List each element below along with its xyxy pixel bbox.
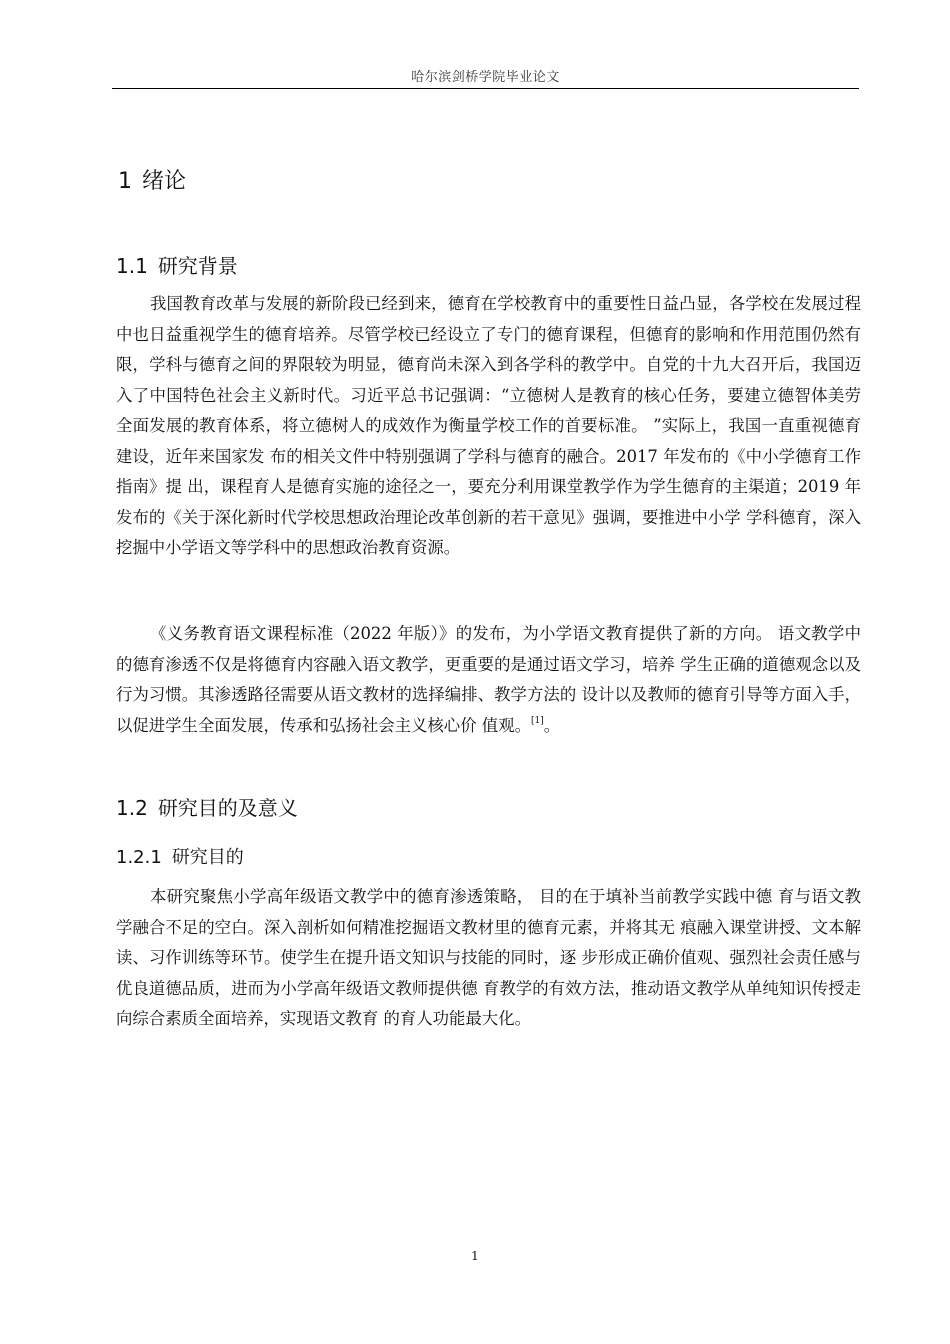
section-1-1-title: 研究背景 xyxy=(157,254,238,278)
background-paragraph-1: 我国教育改革与发展的新阶段已经到来，德育在学校教育中的重要性日益凸显，各学校在发展过程中也日益重视学生的德育培养。尽管学校已经设立了专门的德育课程，但德育的影响和作用范围仍然有限，学科与德育之间的界限较为明显，德育尚未深入到各学科的教学中。自党的十九大召开后，我国迈入了中国特色社会主义新时代。习近平总书记强调：“立德树人是教育的核心任务，要建立德智体美劳全面发展的教育体系，将立德树人的成效作为衡量学校工作的首要标准。 ”实际上，我国一直重视德育建设，近年来国家发 布的相关文件中特别强调了学科与德育的融合。2017 年发布的《中小学德育工作指南》提 出，课程育人是德育实施的途径之一，要充分利用课堂教学作为学生德育的主渠道；2019 年发布的《关于深化新时代学校思想政治理论改革创新的若干意见》强调，要推进中小学 学科德育，深入挖掘中小学语文等学科中的思想政治教育资源。 xyxy=(116,294,861,557)
section-1-2-number: 1.2 xyxy=(116,796,148,820)
section-1-2-title: 研究目的及意义 xyxy=(157,796,298,820)
chapter-title: 绪论 xyxy=(142,169,187,194)
background-paragraph-2-end: 。 xyxy=(543,715,561,735)
section-1-2-1-title: 研究目的 xyxy=(171,847,244,868)
section-1-1-heading xyxy=(116,250,238,279)
page-number: 1 xyxy=(471,1249,479,1263)
citation-ref[interactable]: [1] xyxy=(530,715,544,726)
section-1-1-number: 1.1 xyxy=(116,254,148,278)
chapter-number: 1 xyxy=(118,169,132,194)
header-rule xyxy=(112,88,859,89)
section-1-2-1-heading xyxy=(116,843,244,869)
background-paragraph-2-text: 《义务教育语文课程标准（2022 年版）》的发布，为小学语文教育提供了新的方向。 语文教学中的德育渗透不仅是将德育内容融入语文教学，更重要的是通过语文学习，培养 学生正确的道德观念以及行为习惯。其渗透路径需要从语文教材的选择编排、教学方法的 设计以及教师的德育引导等方面入手，以促进学生全面发展，传承和弘扬社会主义核心价 值观。 xyxy=(116,624,861,735)
page-header: 哈尔滨剑桥学院毕业论文 xyxy=(411,70,560,85)
chapter-heading xyxy=(118,164,186,195)
purpose-paragraph: 本研究聚焦小学高年级语文教学中的德育渗透策略， 目的在于填补当前教学实践中德 育与语文教学融合不足的空白。深入剖析如何精准挖掘语文教材里的德育元素，并将其无 痕融入课堂讲授、文本解读、习作训练等环节。使学生在提升语文知识与技能的同时，逐 步形成正确价值观、强烈社会责任感与优良道德品质，进而为小学高年级语文教师提供德 育教学的有效方法，推动语文教学从单纯知识传授走向综合素质全面培养，实现语文教育 的育人功能最大化。 xyxy=(116,887,861,1028)
section-1-2-heading xyxy=(116,792,298,821)
section-1-2-1-number: 1.2.1 xyxy=(116,847,162,868)
background-paragraph-2 xyxy=(116,619,861,741)
